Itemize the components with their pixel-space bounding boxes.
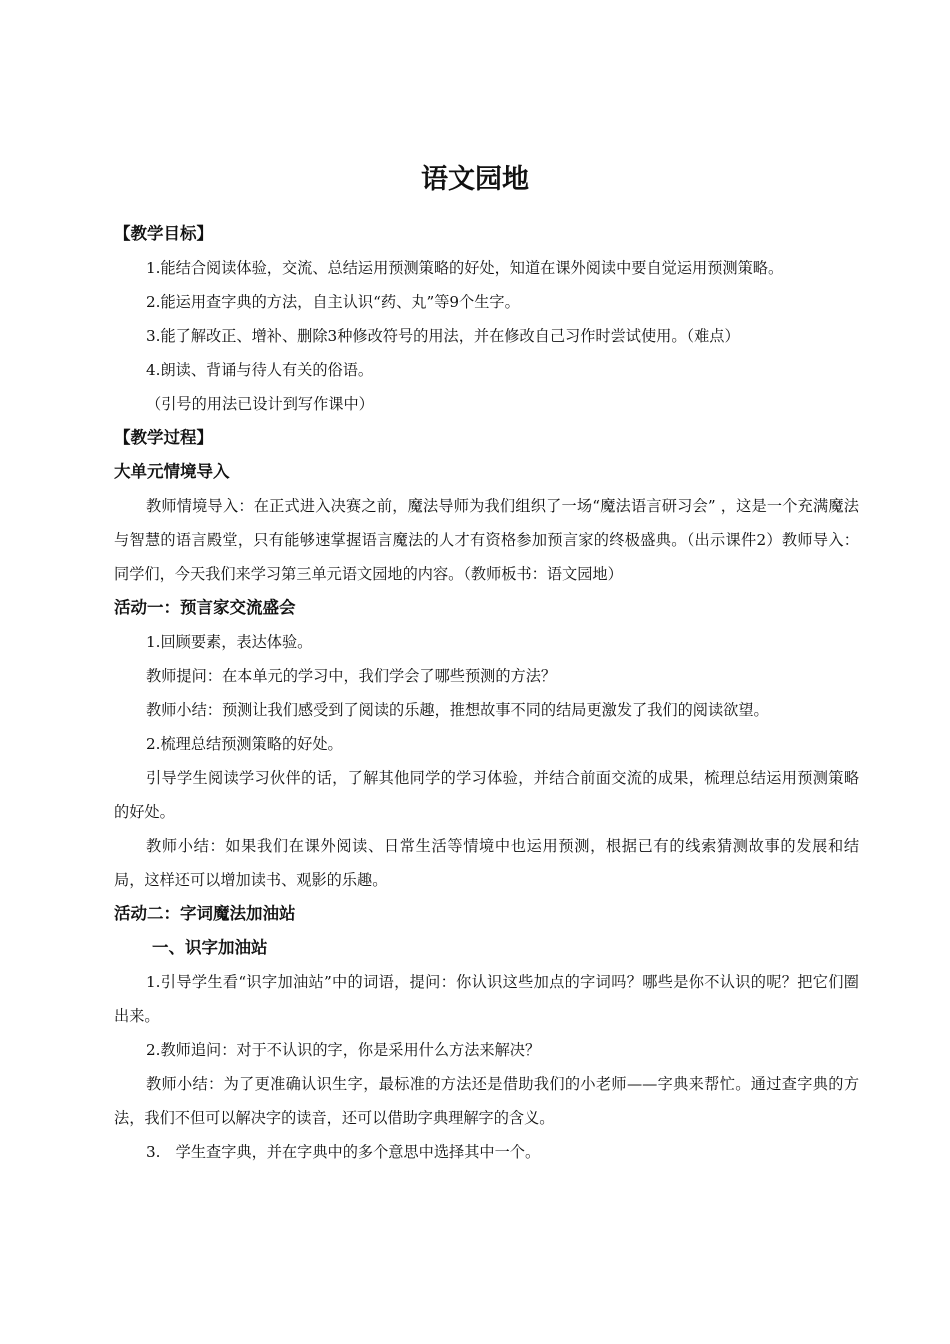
activity1-line: 2.梳理总结预测策略的好处。	[146, 735, 343, 753]
goal-item: 4.朗读、背诵与待人有关的俗语。	[146, 361, 374, 379]
activity1-paragraph: 引导学生阅读学习伙伴的话，了解其他同学的学习体验，并结合前面交流的成果，梳理总结运用预测策略的好处。	[114, 769, 859, 821]
activity2-line: 3. 学生查字典，并在字典中的多个意思中选择其中一个。	[146, 1143, 541, 1161]
intro-paragraph: 教师情境导入：在正式进入决赛之前，魔法导师为我们组织了一场“魔法语言研习会” ，这是一个充满魔法与智慧的语言殿堂，只有能够速掌握语言魔法的人才有资格参加预言家的终极盛典。（出示课件2）教师导入：同学们，今天我们来学习第三单元语文园地的内容。（教师板书：语文园地）	[114, 497, 859, 583]
activity2-heading: 活动二：字词魔法加油站	[114, 904, 296, 923]
activity1-line: 教师提问：在本单元的学习中，我们学会了哪些预测的方法？	[146, 667, 557, 685]
activity1-line: 教师小结：预测让我们感受到了阅读的乐趣，推想故事不同的结局更激发了我们的阅读欲望。	[146, 701, 769, 719]
activity2-subheading: 一、识字加油站	[152, 938, 268, 957]
page-title: 语文园地	[421, 164, 529, 195]
activity2-paragraph: 1.引导学生看“识字加油站”中的词语，提问：你认识这些加点的字词吗？哪些是你不认识的呢？把它们圈出来。	[114, 973, 859, 1025]
activity2-paragraph: 教师小结：为了更准确认识生字，最标准的方法还是借助我们的小老师——字典来帮忙。通过查字典的方法，我们不但可以解决字的读音，还可以借助字典理解字的含义。	[114, 1075, 859, 1127]
goals-note: （引号的用法已设计到写作课中）	[146, 395, 374, 413]
activity1-heading: 活动一：预言家交流盛会	[114, 598, 296, 617]
goal-item: 1.能结合阅读体验，交流、总结运用预测策略的好处，知道在课外阅读中要自觉运用预测策略。	[146, 259, 784, 277]
goals-heading: 【教学目标】	[114, 224, 213, 243]
goal-item: 3.能了解改正、增补、删除3种修改符号的用法，并在修改自己习作时尝试使用。（难点）	[146, 327, 740, 345]
activity1-line: 1.回顾要素，表达体验。	[146, 633, 313, 651]
activity2-line: 2.教师追问：对于不认识的字，你是采用什么方法来解决？	[146, 1041, 541, 1059]
activity1-paragraph: 教师小结：如果我们在课外阅读、日常生活等情境中也运用预测，根据已有的线索猜测故事的发展和结局，这样还可以增加读书、观影的乐趣。	[114, 837, 859, 889]
goal-item: 2.能运用查字典的方法，自主认识“药、丸”等9个生字。	[146, 293, 520, 311]
process-heading: 【教学过程】	[114, 428, 213, 447]
intro-heading: 大单元情境导入	[114, 462, 230, 481]
document-body	[114, 217, 859, 1169]
